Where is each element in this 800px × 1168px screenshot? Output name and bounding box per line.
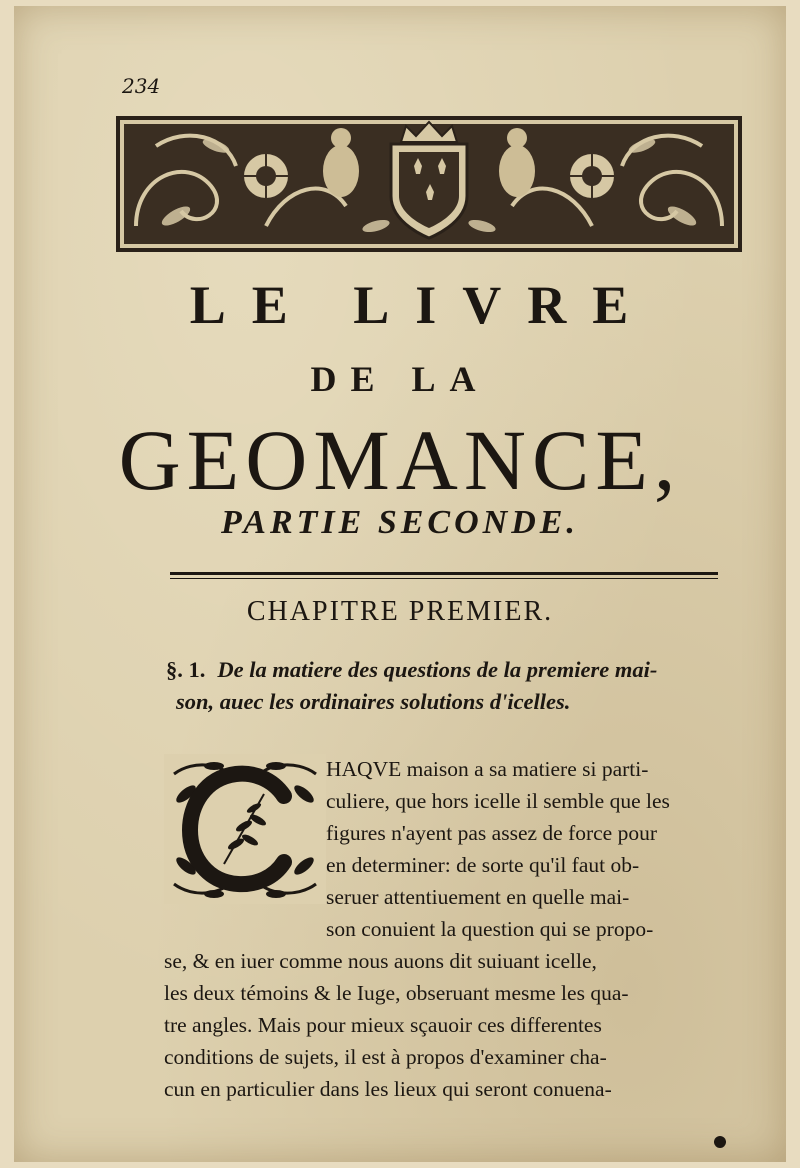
body-line: se, & en iuer comme nous auons dit suiuant icelle, xyxy=(164,949,597,973)
body-line: conditions de sujets, il est à propos d'examiner cha- xyxy=(164,1045,607,1069)
body-line: en determiner: de sorte qu'il faut ob- xyxy=(326,853,640,877)
section-title xyxy=(166,654,726,718)
body-line: son conuient la question qui se propo- xyxy=(326,917,654,941)
book-page xyxy=(14,6,786,1162)
chapter-heading: CHAPITRE PREMIER. xyxy=(246,596,554,627)
section-title-line2: son, auec les ordinaires solutions d'icelles. xyxy=(176,689,571,714)
divider-rule-thin xyxy=(170,578,718,579)
decorated-initial-c-icon xyxy=(164,754,326,904)
body-line: HAQVE maison a sa matiere si parti- xyxy=(326,757,649,781)
book-title-line1: LE LIVRE xyxy=(189,275,655,335)
ornamental-royal-headpiece-icon xyxy=(116,116,742,252)
book-title-line3: GEOMANCE, xyxy=(118,412,682,508)
divider-rule xyxy=(170,572,718,575)
body-line: tre angles. Mais pour mieux sçauoir ces differentes xyxy=(164,1013,602,1037)
body-line: cun en particulier dans les lieux qui seront conuena- xyxy=(164,1077,612,1101)
body-line: figures n'ayent pas assez de force pour xyxy=(326,821,658,845)
page-number: 234 xyxy=(122,74,161,98)
body-line: culiere, que hors icelle il semble que les xyxy=(326,789,670,813)
section-title-line1: De la matiere des questions de la premiere mai- xyxy=(217,657,658,682)
book-part-heading: PARTIE SECONDE. xyxy=(221,504,579,541)
book-title-line2: DE LA xyxy=(310,359,490,399)
section-number: §. 1. xyxy=(166,657,206,682)
fleuron-icon xyxy=(712,1134,728,1150)
body-line: seruer attentiuement en quelle mai- xyxy=(326,885,630,909)
body-line: les deux témoins & le Iuge, obseruant mesme les qua- xyxy=(164,981,629,1005)
